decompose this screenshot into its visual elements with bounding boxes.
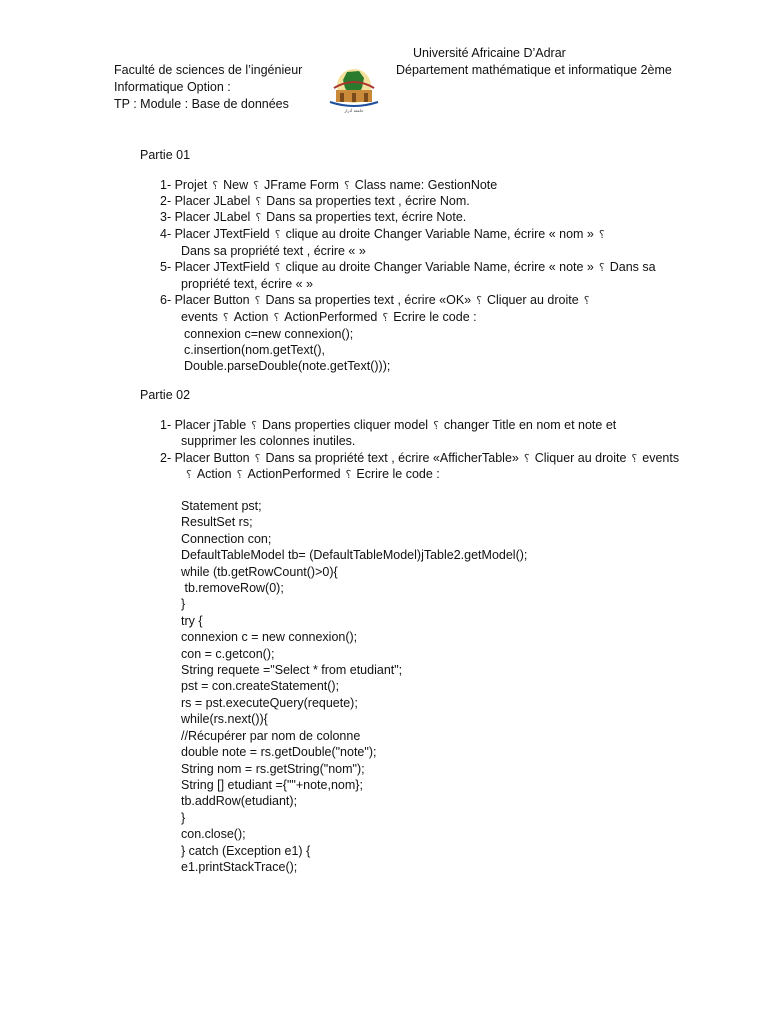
code-line: tb.removeRow(0); (181, 581, 284, 596)
step-text: New (223, 178, 249, 192)
code-line: Connection con; (181, 531, 272, 546)
step-text: 1- Placer jTable (160, 418, 247, 432)
part1-title: Partie 01 (140, 148, 191, 162)
code-block (181, 498, 527, 875)
code-line: String requete ="Select * from etudiant"; (181, 663, 403, 678)
step-arrow-icon: ⸮ (274, 229, 281, 241)
code-line: ResultSet rs; (181, 515, 253, 530)
step-text: Ecrire le code : (393, 310, 477, 324)
step-text: propriété text, écrire « » (181, 277, 314, 291)
code-line: tb.addRow(etudiant); (181, 794, 298, 809)
step-arrow-icon: ⸮ (598, 262, 605, 274)
part2-title: Partie 02 (140, 388, 191, 402)
step-text: 4- Placer JTextField (160, 227, 270, 241)
code-line: String nom = rs.getString("nom"); (181, 761, 365, 776)
step-text: clique au droite Changer Variable Name, écrire « note » (285, 260, 594, 274)
step-line (181, 276, 313, 293)
step-arrow-icon: ⸮ (476, 295, 482, 307)
code-line: e1.printStackTrace(); (181, 859, 298, 874)
module-label: TP : Module : Base de données (114, 97, 289, 111)
step-text: Double.parseDouble(note.getText())); (184, 359, 391, 373)
code-line: double note = rs.getDouble("note"); (181, 745, 377, 760)
code-line: con.close(); (181, 827, 246, 842)
step-text: 5- Placer JTextField (160, 260, 270, 274)
code-line: while(rs.next()){ (181, 712, 268, 727)
code-line: con = c.getcon(); (181, 646, 275, 661)
step-text: Ecrire le code : (356, 467, 440, 481)
step-arrow-icon: ⸮ (253, 180, 259, 192)
step-text: c.insertion(nom.getText(), (184, 343, 326, 357)
step-line (181, 243, 366, 260)
step-line (184, 342, 325, 359)
code-line: //Récupérer par nom de colonne (181, 728, 361, 743)
step-arrow-icon: ⸮ (186, 469, 192, 481)
step-text: Dans properties cliquer model (262, 418, 429, 432)
step-text: 2- Placer JLabel (160, 194, 251, 208)
step-text: supprimer les colonnes inutiles. (181, 434, 356, 448)
step-text: Cliquer au droite (486, 293, 579, 307)
department-name: Département mathématique et informatique 2ème (396, 63, 672, 77)
step-text: Dans sa properties text , écrire Nom. (266, 194, 470, 208)
step-text: Dans sa propriété text , écrire « » (181, 244, 366, 258)
code-line: } catch (Exception e1) { (181, 843, 311, 858)
university-name: Université Africaine D’Adrar (413, 46, 566, 60)
code-line: while (tb.getRowCount()>0){ (181, 564, 338, 579)
step-arrow-icon: ⸮ (236, 469, 243, 481)
code-line: connexion c = new connexion(); (181, 630, 358, 645)
step-line (181, 309, 477, 327)
step-arrow-icon: ⸮ (598, 229, 605, 241)
step-text: Cliquer au droite (534, 451, 627, 465)
step-arrow-icon: ⸮ (583, 295, 590, 307)
step-line (181, 433, 355, 450)
step-arrow-icon: ⸮ (345, 469, 352, 481)
step-text: events (642, 451, 680, 465)
code-line: DefaultTableModel tb= (DefaultTableModel)jTable2.getModel(); (181, 548, 528, 563)
step-text: connexion c=new connexion(); (184, 327, 354, 341)
step-line (160, 259, 656, 277)
code-line: String [] etudiant ={""+note,nom}; (181, 777, 363, 792)
code-line: try { (181, 613, 203, 628)
step-line (160, 226, 610, 244)
step-text: Dans sa (609, 260, 656, 274)
step-arrow-icon: ⸮ (212, 180, 219, 192)
step-arrow-icon: ⸮ (251, 420, 257, 432)
faculty-name: Faculté de sciences de l’ingénieur (114, 63, 303, 77)
code-line: pst = con.createStatement(); (181, 679, 340, 694)
step-line (184, 358, 390, 375)
option-label: Informatique Option : (114, 80, 231, 94)
step-line (160, 209, 466, 227)
step-text: Dans sa properties text, écrire Note. (266, 210, 467, 224)
step-text: 6- Placer Button (160, 293, 250, 307)
step-text: Class name: GestionNote (354, 178, 498, 192)
step-text: ActionPerformed (284, 310, 378, 324)
step-arrow-icon: ⸮ (254, 453, 261, 465)
step-text: Action (196, 467, 232, 481)
step-arrow-icon: ⸮ (523, 453, 530, 465)
step-arrow-icon: ⸮ (343, 180, 350, 192)
step-arrow-icon: ⸮ (255, 212, 262, 224)
step-text: Dans sa propriété text , écrire «AfficherTable» (265, 451, 519, 465)
code-line: } (181, 810, 186, 825)
step-text: JFrame Form (263, 178, 339, 192)
code-line: } (181, 597, 186, 612)
step-line (160, 292, 595, 310)
step-text: events (181, 310, 218, 324)
code-line: Statement pst; (181, 499, 262, 513)
step-text: Action (233, 310, 269, 324)
step-arrow-icon: ⸮ (433, 420, 439, 432)
logo-caption: جامعة أدرار (344, 108, 364, 113)
step-text: ActionPerformed (247, 467, 341, 481)
step-text: 2- Placer Button (160, 451, 250, 465)
step-arrow-icon: ⸮ (222, 312, 229, 324)
step-arrow-icon: ⸮ (382, 312, 389, 324)
step-text: changer Title en nom et note et (443, 418, 617, 432)
university-emblem-logo (326, 66, 382, 114)
code-line: rs = pst.executeQuery(requete); (181, 695, 358, 710)
step-text: 3- Placer JLabel (160, 210, 251, 224)
step-arrow-icon: ⸮ (631, 453, 638, 465)
step-text: Dans sa properties text , écrire «OK» (265, 293, 472, 307)
step-text: 1- Projet (160, 178, 208, 192)
step-line (184, 326, 353, 343)
step-arrow-icon: ⸮ (254, 295, 261, 307)
step-text: clique au droite Changer Variable Name, écrire « nom » (285, 227, 594, 241)
step-arrow-icon: ⸮ (255, 196, 262, 208)
step-arrow-icon: ⸮ (273, 312, 280, 324)
step-arrow-icon: ⸮ (274, 262, 281, 274)
step-line (181, 466, 440, 484)
